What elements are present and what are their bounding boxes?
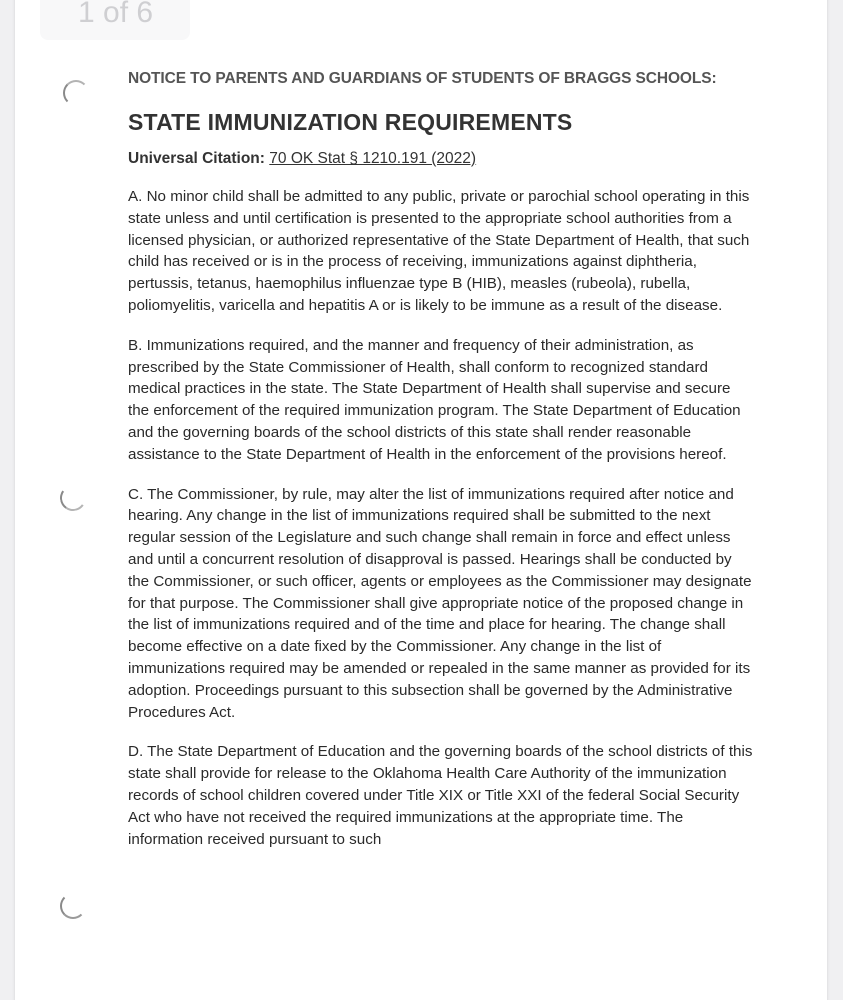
citation-link[interactable]: 70 OK Stat § 1210.191 (2022) <box>269 150 477 167</box>
binder-hole-icon <box>60 893 86 919</box>
notice-heading: NOTICE TO PARENTS AND GUARDIANS OF STUDENTS OF BRAGGS SCHOOLS: <box>128 70 717 87</box>
paragraph-c: C. The Commissioner, by rule, may alter the list of immunizations required after notice and hearing. Any change in the list of immunizations required shall be submitted to the next regular session of the Legislature and such change shall remain in force and effect unless and until a concurrent resolution of disapproval is passed. Hearings shall be conducted by the Commissioner, or such officer, agents or employees as the Commissioner may designate for that purpose. The Commissioner shall give appropriate notice of the proposed change in the list of immunizations required and of the time and place for hearing. The change shall become effective on a date fixed by the Commissioner. Any change in the list of immunizations required may be amended or repealed in the same manner as provided for its adoption. Proceedings pursuant to this subsection shall be governed by the Administrative Procedures Act. <box>128 485 752 721</box>
binder-hole-icon <box>58 483 88 513</box>
page-indicator <box>40 0 190 40</box>
document-page <box>15 0 827 1000</box>
page-title: STATE IMMUNIZATION REQUIREMENTS <box>128 109 573 135</box>
paragraph-b: B. Immunizations required, and the manner and frequency of their administration, as prescribed by the State Commissioner of Health, shall conform to recognized standard medical practices in the state. The State Department of Health shall supervise and secure the enforcement of the required immunization program. The State Department of Education and the governing boards of the school districts of this state shall render reasonable assistance to the State Department of Health in the enforcement of the provisions hereof. <box>128 336 741 463</box>
paragraph-a: A. No minor child shall be admitted to any public, private or parochial school operating in this state unless and until certification is presented to the appropriate school authorities from a licensed physician, or authorized representative of the State Department of Health, that such child has received or is in the process of receiving, immunizations against diphtheria, pertussis, tetanus, haemophilus influenzae type B (HIB), measles (rubeola), rubella, poliomyelitis, varicella and hepatitis A or is likely to be immune as a result of the disease. <box>128 188 750 314</box>
citation <box>128 150 753 168</box>
page-indicator-text: 1 of 6 <box>78 0 154 29</box>
binder-hole-icon <box>63 80 89 106</box>
citation-label: Universal Citation: <box>128 150 265 167</box>
paragraph-d: D. The State Department of Education and the governing boards of the school districts of this state shall provide for release to the Oklahoma Health Care Authority of the immunization records of school children covered under Title XIX or Title XXI of the federal Social Security Act who have not received the required immunizations at the appropriate time. The information received pursuant to such <box>128 743 753 848</box>
page-content <box>128 70 753 850</box>
